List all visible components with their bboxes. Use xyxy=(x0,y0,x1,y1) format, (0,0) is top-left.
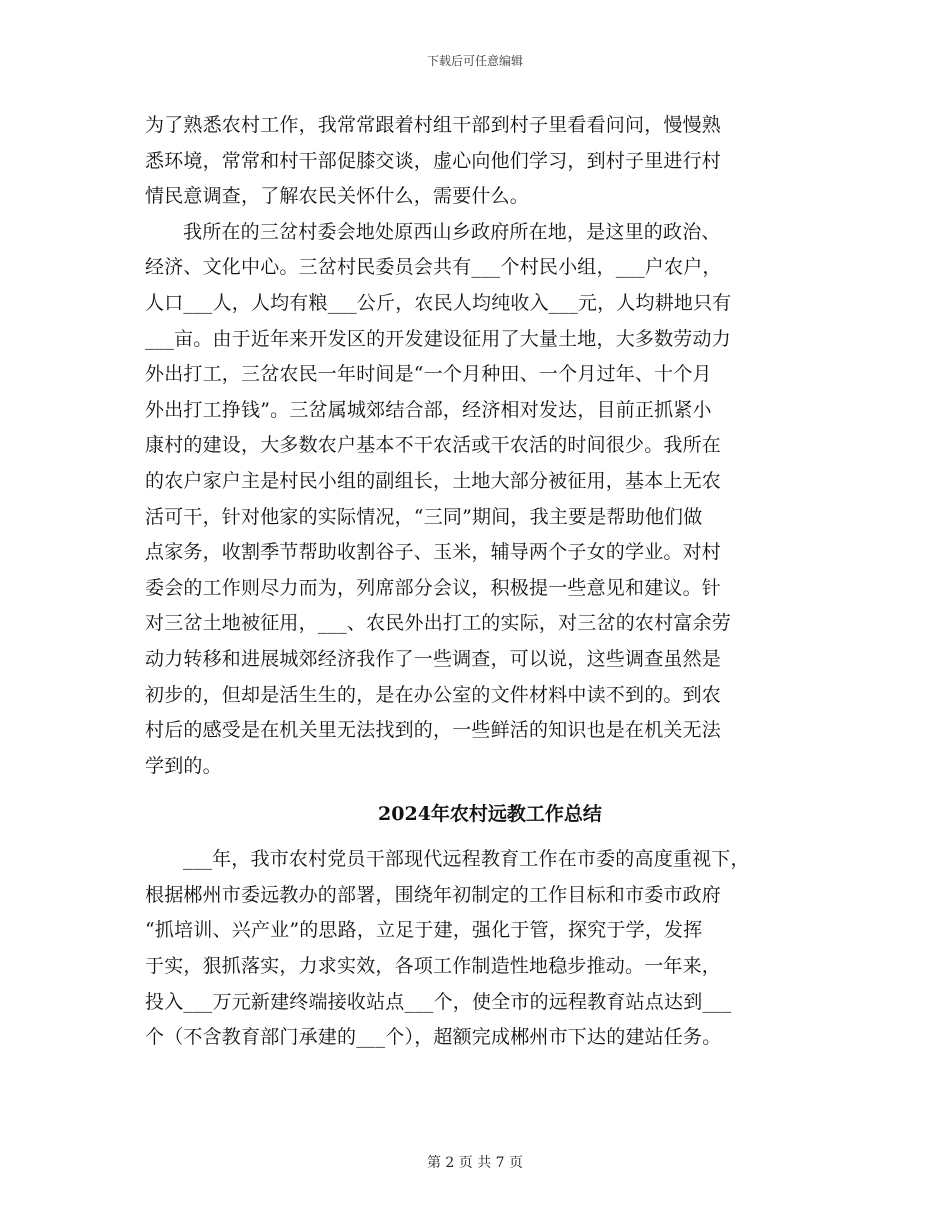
text-line: 人口___人，人均有粮___公斤，农民人均纯收入___元，人均耕地只有 xyxy=(145,291,732,314)
text-line: 于实，狠抓落实，力求实效，各项工作制造性地稳步推动。一年来， xyxy=(145,955,722,978)
text-line: 对三岔土地被征用，___、农民外出打工的实际，对三岔的农村富余劳 xyxy=(145,612,731,635)
text-line: 经济、文化中心。三岔村民委员会共有___个村民小组，___户农户， xyxy=(145,256,722,279)
text-line: 个（不含教育部门承建的___个），超额完成郴州市下达的建站任务。 xyxy=(145,1026,722,1049)
text-line: 外出打工，三岔农民一年时间是“一个月种田、一个月过年、十个月 xyxy=(145,363,712,386)
text-line: 初步的，但却是活生生的，是在办公室的文件材料中读不到的。到农 xyxy=(145,683,722,706)
text-line: ___亩。由于近年来开发区的开发建设征用了大量土地，大多数劳动力 xyxy=(145,327,731,350)
document-body xyxy=(145,108,835,1056)
text-line: 康村的建设，大多数农户基本不干农活或干农活的时间很少。我所在 xyxy=(145,434,722,457)
paragraph-3 xyxy=(145,842,835,1056)
text-line: 活可干，针对他家的实际情况，“三同”期间，我主要是帮助他们做 xyxy=(145,505,703,528)
paragraph-2 xyxy=(145,215,835,785)
text-line: 的农户家户主是村民小组的副组长，土地大部分被征用，基本上无农 xyxy=(145,469,722,492)
text-line: 悉环境，常常和村干部促膝交谈，虚心向他们学习，到村子里进行村 xyxy=(145,149,722,172)
text-line: 动力转移和进展城郊经济我作了一些调查，可以说，这些调查虽然是 xyxy=(145,647,722,670)
text-line: 学到的。 xyxy=(145,754,222,777)
text-line: ___年，我市农村党员干部现代远程教育工作在市委的高度重视下， xyxy=(183,848,750,871)
paragraph-1 xyxy=(145,108,835,215)
page-header: 下载后可任意编辑 xyxy=(426,54,523,68)
text-line: 外出打工挣钱”。三岔属城郊结合部，经济相对发达，目前正抓紧小 xyxy=(145,398,712,421)
text-line: 根据郴州市委远教办的部署，围绕年初制定的工作目标和市委市政府 xyxy=(145,883,722,906)
text-line: 点家务，收割季节帮助收割谷子、玉米，辅导两个子女的学业。对村 xyxy=(145,541,722,564)
section-title: 2024年农村远教工作总结 xyxy=(378,803,602,826)
text-line: 情民意调查，了解农民关怀什么，需要什么。 xyxy=(145,185,530,208)
text-line: 投入___万元新建终端接收站点___个，使全市的远程教育站点达到___ xyxy=(145,990,732,1013)
text-line: “抓培训、兴产业”的思路，立足于建，强化于管，探究于学，发挥 xyxy=(145,919,703,942)
text-line: 村后的感受是在机关里无法找到的，一些鲜活的知识也是在机关无法 xyxy=(145,719,722,742)
text-line: 为了熟悉农村工作，我常常跟着村组干部到村子里看看问问，慢慢熟 xyxy=(145,114,722,136)
text-line: 我所在的三岔村委会地处原西山乡政府所在地，是这里的政治、 xyxy=(183,220,721,243)
page-footer: 第 2 页 共 7 页 xyxy=(426,1155,524,1171)
text-line: 委会的工作则尽力而为，列席部分会议，积极提一些意见和建议。针 xyxy=(145,576,722,599)
